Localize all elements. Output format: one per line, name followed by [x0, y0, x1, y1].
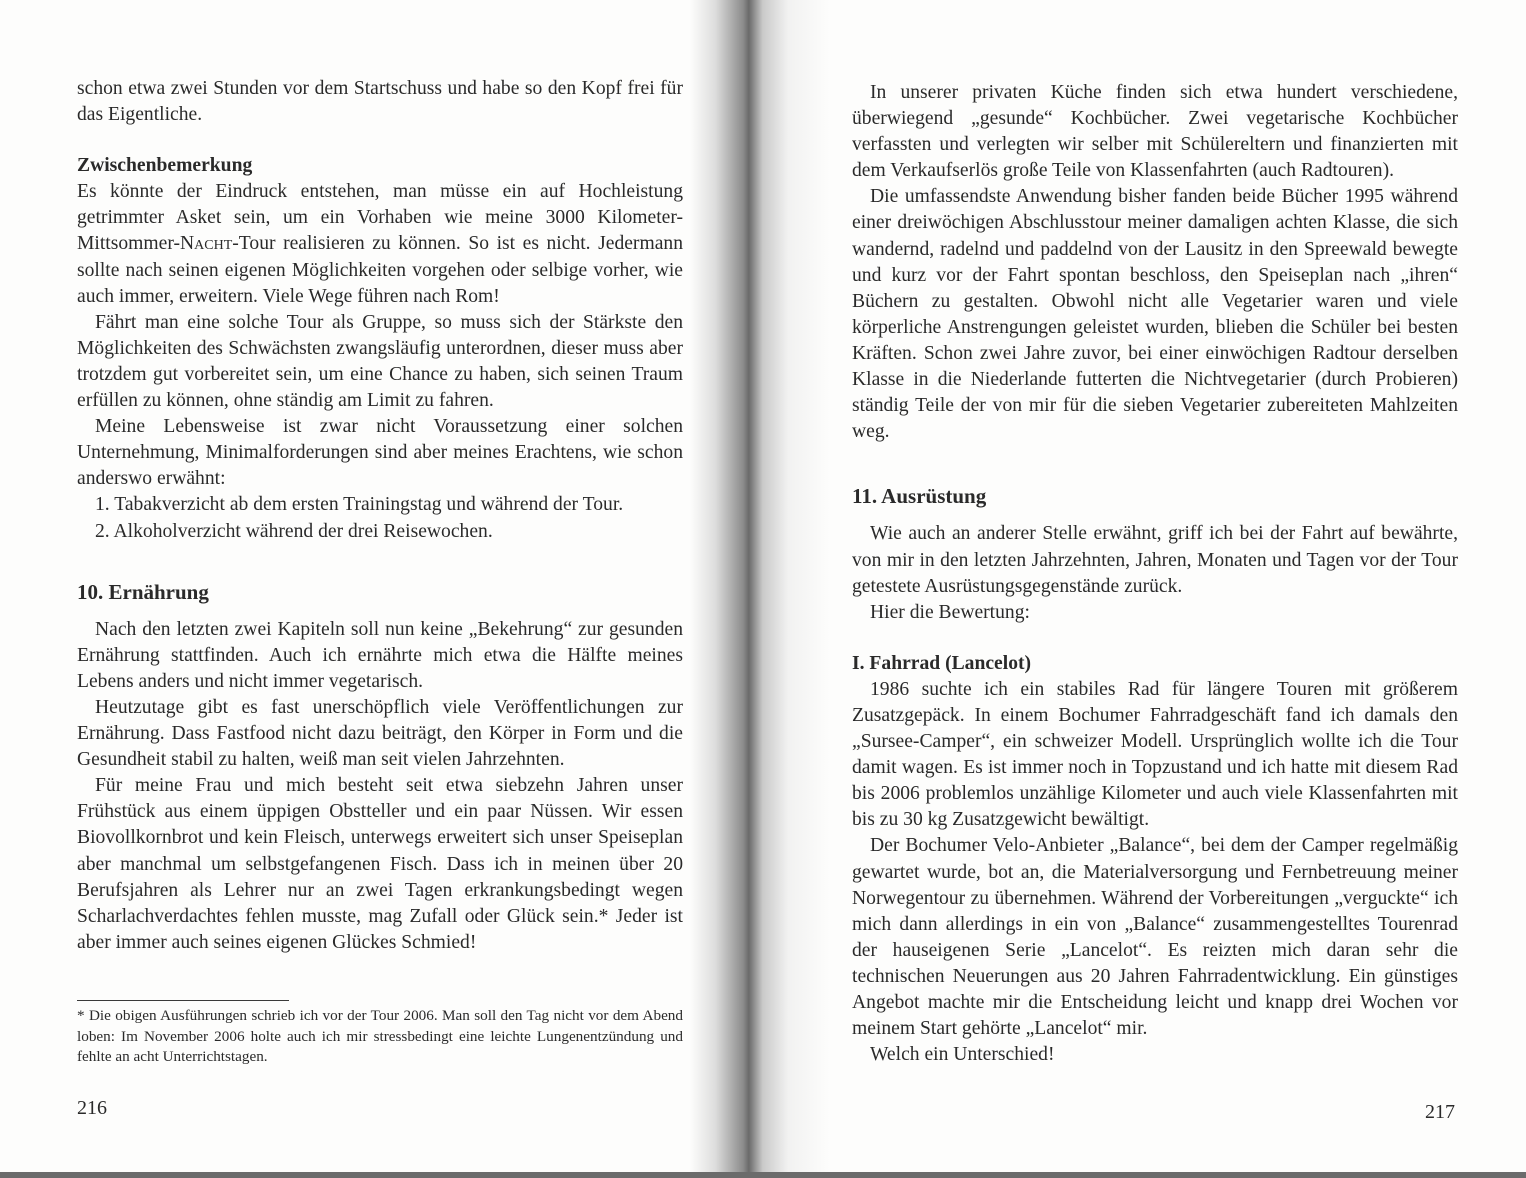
- paragraph-rad-3: Welch ein Unterschied!: [870, 1044, 1055, 1066]
- smallcaps-nacht: Nacht: [180, 233, 233, 255]
- text-span: -Tour realisieren zu können. So ist es nicht. Jedermann sollte nach seinen eigenen Möglichkeiten vorgehen oder selbige vorher, wie auch immer, erweitern. Viele Wege führen nach Rom!: [77, 233, 683, 307]
- chapter-heading-10: 10. Ernährung: [77, 579, 209, 604]
- left-text-column: [77, 76, 683, 956]
- right-text-column: [852, 80, 1458, 1068]
- list-item: 1. Tabakverzicht ab dem ersten Trainingstag und während der Tour.: [95, 494, 624, 516]
- subheading-zwischenbemerkung: Zwischenbemerkung: [77, 155, 253, 177]
- list-item: 2. Alkoholverzicht während der drei Reisewochen.: [95, 520, 493, 542]
- paragraph-ausruestung-2: Hier die Bewertung:: [870, 601, 1030, 623]
- paragraph-zwischen-3: Meine Lebensweise ist zwar nicht Voraussetzung einer solchen Unternehmung, Minimalforderungen sind aber meines Erachtens, wie schon anderswo erwähnt:: [77, 416, 683, 490]
- paragraph-ernaehrung-2: Heutzutage gibt es fast unerschöpflich viele Veröffentlichungen zur Ernährung. Dass Fastfood nicht dazu beiträgt, den Körper in Form und die Gesundheit stabil zu halten, weiß man seit vielen Jahrzehnten.: [77, 696, 683, 771]
- paragraph-zwischen-2: Fährt man eine solche Tour als Gruppe, so muss sich der Stärkste den Möglichkeiten des Schwächsten zwangsläufig unterordnen, dieser muss aber trotzdem gut vorbereitet sein, um eine Chance zu haben, sich seinen Traum erfüllen zu können, ohne ständig am Limit zu fahren.: [77, 311, 683, 412]
- paragraph-kueche-2: Die umfassendste Anwendung bisher fanden beide Bücher 1995 während einer dreiwöchigen Abschlusstour meiner damaligen achten Klasse, die sich wandernd, radelnd und paddelnd von der Lausitz in den Spreewald bewegte und kurz vor der Fahrt spontan beschloss, den Speiseplan nach „ihren“ Büchern zu gestalten. Obwohl nicht alle Vegetarier waren und viele körperliche Anstrengungen geleistet wurden, blieben die Schüler bei besten Kräften. Schon zwei Jahre zuvor, bei einer einwöchigen Radtour derselben Klasse in die Niederlande futterten die Nichtvegetarier (durch Probieren) ständig Teile der von mir für die sieben Vegetarier zubereiteten Mahlzeiten weg.: [852, 186, 1458, 443]
- footnote: * Die obigen Ausführungen schrieb ich vor der Tour 2006. Man soll den Tag nicht vor dem Abend loben: Im November 2006 holte auch ich mir stressbedingt eine leichte Lungenentzündung und fehlte an acht Unterrichtstagen.: [77, 1007, 683, 1065]
- paragraph-rad-2: Der Bochumer Velo-Anbieter „Balance“, bei dem der Camper regelmäßig gewartet wurde, bot an, die Materialversorgung und Fernbetreuung meiner Norwegentour zu übernehmen. Während der Vorbereitungen „verguckte“ ich mich dann allerdings in ein von „Balance“ zusammengestelltes Tourenrad der hauseigenen Serie „Lancelot“. Es reizten mich daran sehr die technischen Neuerungen aus 20 Jahren Fahrradentwicklung. Ein günstiges Angebot machte mir die Entscheidung leicht und knapp drei Wochen vor meinem Start gehörte „Lancelot“ mir.: [852, 835, 1458, 1040]
- page-number-right: 217: [1425, 1101, 1455, 1123]
- paragraph-zwischen-1: [77, 179, 683, 309]
- paragraph-continuation: schon etwa zwei Stunden vor dem Startschuss und habe so den Kopf frei für das Eigentliche.: [77, 78, 683, 126]
- paragraph-ernaehrung-3: Für meine Frau und mich besteht seit etwa siebzehn Jahren unser Frühstück aus einem üppigen Obstteller und ein paar Nüssen. Wir essen Biovollkornbrot und kein Fleisch, unterwegs erweitert sich unser Speiseplan aber manchmal um selbstgefangenen Fisch. Dass ich in meinen über 20 Berufsjahren als Lehrer nur an zwei Tagen erkrankungsbedingt wegen Scharlachverdachtes fehlen musste, mag Zufall oder Glück sein.* Jeder ist aber immer auch seines eigenen Glückes Schmied!: [77, 775, 683, 953]
- paragraph-kueche-1: In unserer privaten Küche finden sich etwa hundert verschiedene, überwiegend „gesunde“ Kochbücher. Zwei vegetarische Kochbücher verfassten und verlegten wir selber mit Schülereltern und finanzierten mit dem Verkaufserlös große Teile von Klassenfahrten (auch Radtouren).: [852, 82, 1458, 182]
- page-number-left: 216: [77, 1097, 107, 1119]
- requirements-list: [77, 492, 683, 544]
- chapter-heading-11: 11. Ausrüstung: [852, 484, 987, 509]
- paragraph-rad-1: 1986 suchte ich ein stabiles Rad für längere Touren mit größerem Zusatzgepäck. In einem Bochumer Fahrradgeschäft fand ich damals den „Sursee-Camper“, ein schweizer Modell. Ursprünglich wollte ich die Tour damit wagen. Es ist immer noch in Topzustand und ich hatte mit diesem Rad bis 2006 problemlos unzählige Kilometer und auch viele Klassenfahrten mit bis zu 30 kg Zusatzgewicht bewältigt.: [852, 678, 1458, 831]
- paragraph-ernaehrung-1: Nach den letzten zwei Kapiteln soll nun keine „Bekehrung“ zur gesunden Ernährung stattfinden. Auch ich ernährte mich etwa die Hälfte meines Lebens anders und nicht immer vegetarisch.: [77, 618, 683, 692]
- subheading-fahrrad: I. Fahrrad (Lancelot): [852, 652, 1032, 674]
- paragraph-ausruestung-1: Wie auch an anderer Stelle erwähnt, griff ich bei der Fahrt auf bewährte, von mir in den letzten Jahrzehnten, Jahren, Monaten und Tagen vor der Tour getestete Ausrüstungsgegenstände zurück.: [852, 523, 1458, 597]
- footnote-rule: [77, 1000, 289, 1001]
- text-span: Es könnte der Eindruck entstehen, man müsse ein auf Hochleistung getrimmter Asket sein, um ein Vorhaben wie meine 3000 Kilometer-Mittsommer-: [77, 181, 683, 255]
- scan-bottom-edge: [0, 1172, 1526, 1178]
